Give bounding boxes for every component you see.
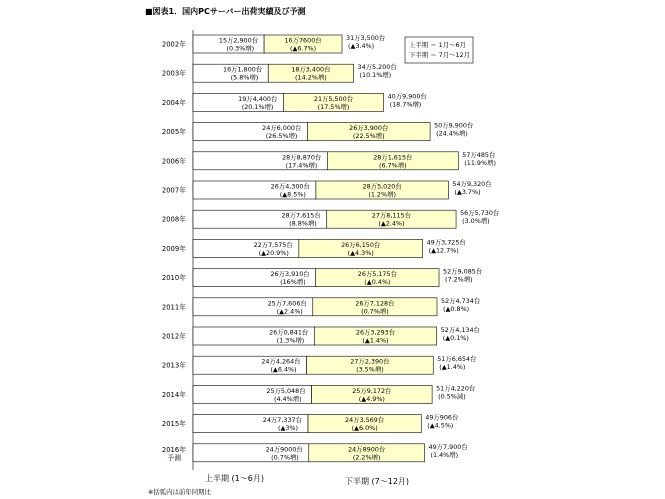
- first-half-yoy: (▲8.5%): [279, 190, 306, 199]
- second-half-yoy: (▲4.9%): [358, 394, 385, 403]
- second-half-yoy: (6.7%増): [378, 161, 407, 170]
- total-yoy: (11.9%増): [464, 158, 496, 167]
- total-yoy: (1.4%増): [430, 450, 459, 459]
- legend-note-first: 上半期 ＝ 1月～6月: [409, 41, 466, 49]
- first-half-value: 28万7,615台: [281, 211, 321, 220]
- first-half-yoy: (16%増): [280, 278, 306, 287]
- total-value: 54万9,320台: [452, 180, 492, 188]
- first-half-value: 24万9000台: [265, 445, 303, 454]
- year-label-sub: 予測: [167, 453, 181, 462]
- second-half-value: 26万3,293台: [355, 328, 396, 337]
- first-half-value: 26万3,910台: [270, 270, 310, 279]
- year-label: 2016年: [161, 445, 186, 454]
- chart-title: ■図表1．国内PCサーバー出荷実績及び予測: [145, 7, 306, 16]
- total-yoy: (▲3.7%): [454, 188, 481, 196]
- xlabel-first-half: 上半期 (1～6月): [205, 474, 264, 483]
- total-value: 52万9,085台: [443, 267, 483, 276]
- second-half-yoy: (1.2%増): [368, 190, 396, 199]
- year-label: 2012年: [161, 332, 186, 341]
- year-label: 2010年: [161, 274, 186, 283]
- first-half-yoy: (▲3%): [277, 424, 299, 433]
- second-half-yoy: (▲4.3%): [347, 248, 374, 257]
- first-half-yoy: (▲6.4%): [270, 365, 297, 374]
- year-label: 2015年: [161, 420, 186, 429]
- total-value: 52万4,134台: [440, 326, 480, 334]
- bar-rows: [162, 33, 500, 462]
- year-label: 2009年: [161, 244, 186, 253]
- total-value: 34万5,200台: [357, 63, 397, 72]
- year-label: 2006年: [161, 157, 186, 166]
- first-half-value: 24万4,264台: [261, 357, 301, 366]
- total-value: 40万9,900台: [387, 92, 427, 101]
- second-half-value: 28万5,020台: [362, 182, 402, 191]
- second-half-value: 24万8900台: [348, 445, 386, 454]
- first-half-value: 24万6,000台: [262, 124, 302, 133]
- legend-note-second: 下半期 ＝ 7月～12月: [409, 51, 470, 59]
- second-half-value: 18万3,400台: [291, 65, 331, 74]
- first-half-value: 22万7,575台: [253, 240, 293, 249]
- total-yoy: (▲4.5%): [427, 421, 454, 430]
- total-yoy: (18.7%増): [389, 100, 422, 109]
- total-yoy: (▲12.7%): [428, 246, 459, 255]
- second-half-value: 26万6,150台: [341, 240, 381, 249]
- first-half-yoy: (1.3%増): [276, 336, 305, 345]
- first-half-yoy: (20.1%増): [241, 102, 274, 111]
- year-label: 2004年: [161, 98, 186, 107]
- second-half-yoy: (▲1.4%): [362, 336, 389, 345]
- second-half-value: 27万2,390台: [350, 357, 390, 366]
- year-label: 2002年: [161, 40, 186, 49]
- total-value: 50万9,900台: [434, 121, 474, 130]
- total-value: 56万5,730台: [460, 209, 500, 218]
- second-half-yoy: (17.5%増): [317, 102, 350, 111]
- total-value: 49万7,900台: [428, 442, 468, 451]
- second-half-yoy: (22.5%増): [352, 132, 385, 141]
- second-half-yoy: (▲2.4%): [378, 219, 405, 228]
- first-half-yoy: (0.7%増): [271, 453, 299, 462]
- first-half-value: 28万8,870台: [282, 153, 322, 162]
- year-label: 2013年: [161, 361, 186, 370]
- first-half-yoy: (26.5%増): [265, 132, 298, 141]
- first-half-yoy: (▲2.4%): [276, 307, 303, 316]
- total-yoy: (▲0.1%): [442, 334, 469, 342]
- second-half-yoy: (3.5%増): [356, 365, 384, 374]
- first-half-value: 15万2,900台: [218, 36, 259, 45]
- total-yoy: (10.1%増): [359, 71, 392, 80]
- year-label: 2011年: [161, 303, 186, 312]
- total-yoy: (▲3.4%): [348, 42, 375, 50]
- first-half-value: 26万4,300台: [270, 182, 310, 191]
- first-half-value: 19万4,400台: [238, 94, 278, 103]
- year-label: 2014年: [161, 390, 186, 399]
- total-value: 51万4,220台: [436, 384, 476, 393]
- total-value: 51万6,654台: [437, 355, 477, 364]
- second-half-yoy: (▲6.7%): [289, 44, 317, 53]
- total-value: 57万485台: [462, 150, 496, 159]
- second-half-yoy: (▲6.0%): [351, 424, 378, 433]
- total-value: 49万3,725台: [426, 238, 466, 247]
- second-half-yoy: (2.2%増): [352, 453, 381, 462]
- second-half-value: 28万1,615台: [373, 153, 413, 162]
- year-label: 2005年: [161, 128, 186, 137]
- total-yoy: (▲0.8%): [443, 304, 470, 313]
- second-half-value: 16万7600台: [284, 36, 322, 45]
- total-yoy: (0.5%減): [438, 392, 466, 401]
- first-half-value: 26万0,841台: [269, 328, 309, 337]
- first-half-value: 25万7,606台: [267, 299, 307, 308]
- year-label: 2003年: [161, 69, 186, 78]
- total-value: 52万4,734台: [441, 296, 481, 305]
- footnote: ※括弧内は前年同期比: [148, 488, 211, 496]
- total-value: 49万906台: [425, 413, 459, 422]
- total-yoy: (▲1.4%): [439, 363, 466, 372]
- first-half-yoy: (4.4%増): [273, 394, 302, 403]
- first-half-yoy: (8.8%増): [289, 219, 317, 228]
- first-half-yoy: (5.8%増): [230, 73, 259, 82]
- second-half-yoy: (▲0.4%): [364, 278, 391, 287]
- total-yoy: (7.2%増): [445, 275, 473, 284]
- total-yoy: (3.0%増): [462, 217, 490, 226]
- total-value: 31万3,500台: [346, 34, 386, 42]
- first-half-value: 25万5,048台: [266, 386, 306, 395]
- second-half-yoy: (0.7%増): [361, 307, 389, 316]
- legend-note: [405, 37, 473, 63]
- year-label: 2008年: [161, 215, 186, 224]
- second-half-value: 26万5,175台: [357, 270, 397, 279]
- first-half-yoy: (0.3%増): [226, 44, 255, 53]
- total-yoy: (24.4%増): [436, 129, 468, 138]
- year-label: 2007年: [161, 186, 186, 195]
- second-half-value: 27万8,115台: [371, 211, 412, 220]
- second-half-yoy: (14.2%増): [295, 73, 327, 82]
- first-half-yoy: (17.4%増): [285, 161, 318, 170]
- first-half-value: 16万1,800台: [223, 65, 263, 74]
- first-half-value: 24万7,337台: [262, 416, 303, 425]
- second-half-value: 25万9,172台: [352, 386, 392, 395]
- second-half-value: 26万3,900台: [349, 124, 389, 133]
- first-half-yoy: (▲20.9%): [258, 248, 289, 257]
- xlabel-second-half: 下半期 (7～12月): [345, 477, 410, 486]
- second-half-value: 21万5,500台: [313, 94, 354, 103]
- second-half-value: 24万3,569台: [345, 416, 385, 425]
- second-half-value: 26万7,128台: [355, 299, 395, 308]
